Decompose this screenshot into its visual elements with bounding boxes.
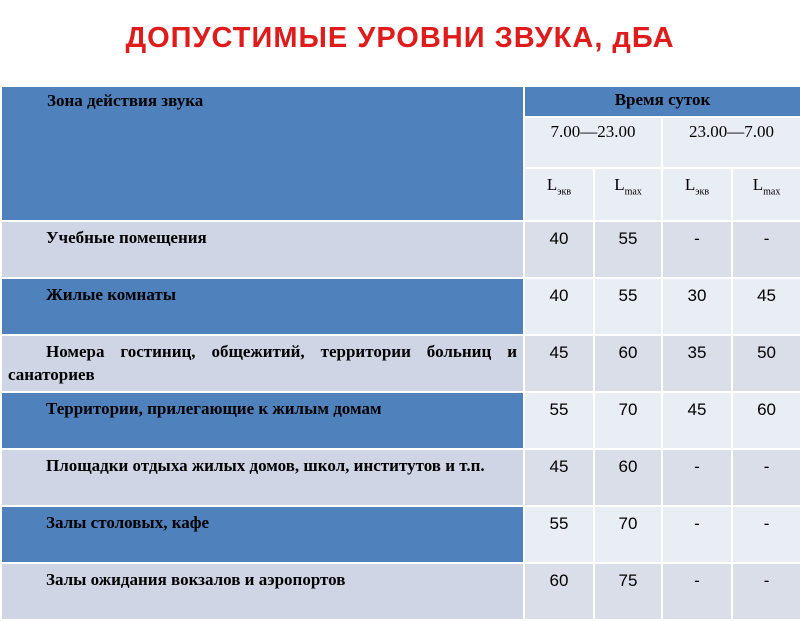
value-cell: 70 [594, 392, 662, 449]
value-cell: 35 [662, 335, 732, 392]
zone-header: Зона действия звука [1, 86, 524, 221]
value-cell: 45 [524, 335, 594, 392]
value-cell: 60 [732, 392, 800, 449]
zone-label: Залы ожидания вокзалов и аэропортов [1, 563, 524, 620]
table-row [1, 563, 800, 620]
value-cell: 45 [732, 278, 800, 335]
value-cell: 50 [732, 335, 800, 392]
value-cell: 75 [594, 563, 662, 620]
value-cell: 60 [524, 563, 594, 620]
table-row [1, 335, 800, 392]
value-cell: 45 [524, 449, 594, 506]
value-cell: - [662, 506, 732, 563]
zone-label: Жилые комнаты [1, 278, 524, 335]
value-cell: - [732, 221, 800, 278]
value-cell: - [732, 506, 800, 563]
zone-label: Территории, прилегающие к жилым домам [1, 392, 524, 449]
value-cell: 40 [524, 278, 594, 335]
period-night: 23.00—7.00 [662, 117, 800, 168]
page-title: ДОПУСТИМЫЕ УРОВНИ ЗВУКА, дБА [125, 22, 675, 54]
value-cell: 30 [662, 278, 732, 335]
value-cell: 55 [594, 221, 662, 278]
table-row [1, 278, 800, 335]
value-cell: 55 [524, 506, 594, 563]
table-row [1, 449, 800, 506]
table-row [1, 221, 800, 278]
noise-levels-table [0, 85, 800, 621]
zone-label: Залы столовых, кафе [1, 506, 524, 563]
table-row [1, 506, 800, 563]
value-cell: - [662, 449, 732, 506]
value-cell: 45 [662, 392, 732, 449]
header-row [1, 86, 800, 117]
value-cell: 55 [594, 278, 662, 335]
zone-label: Номера гостиниц, общежитий, территории больниц и санаториев [1, 335, 524, 392]
subheader-lmax-night: $L_{max}$ [732, 168, 800, 221]
subheader-leq-night: $L_{экв}$ [662, 168, 732, 221]
value-cell: - [732, 449, 800, 506]
value-cell: 40 [524, 221, 594, 278]
value-cell: - [732, 563, 800, 620]
value-cell: 70 [594, 506, 662, 563]
value-cell: 60 [594, 449, 662, 506]
value-cell: - [662, 221, 732, 278]
value-cell: 55 [524, 392, 594, 449]
subheader-lmax-day: $L_{max}$ [594, 168, 662, 221]
value-cell: - [662, 563, 732, 620]
table-row [1, 392, 800, 449]
zone-label: Учебные помещения [1, 221, 524, 278]
subheader-leq-day: $L_{экв}$ [524, 168, 594, 221]
value-cell: 60 [594, 335, 662, 392]
period-day: 7.00—23.00 [524, 117, 662, 168]
zone-label: Площадки отдыха жилых домов, школ, институтов и т.п. [1, 449, 524, 506]
time-header: Время суток [524, 86, 800, 117]
